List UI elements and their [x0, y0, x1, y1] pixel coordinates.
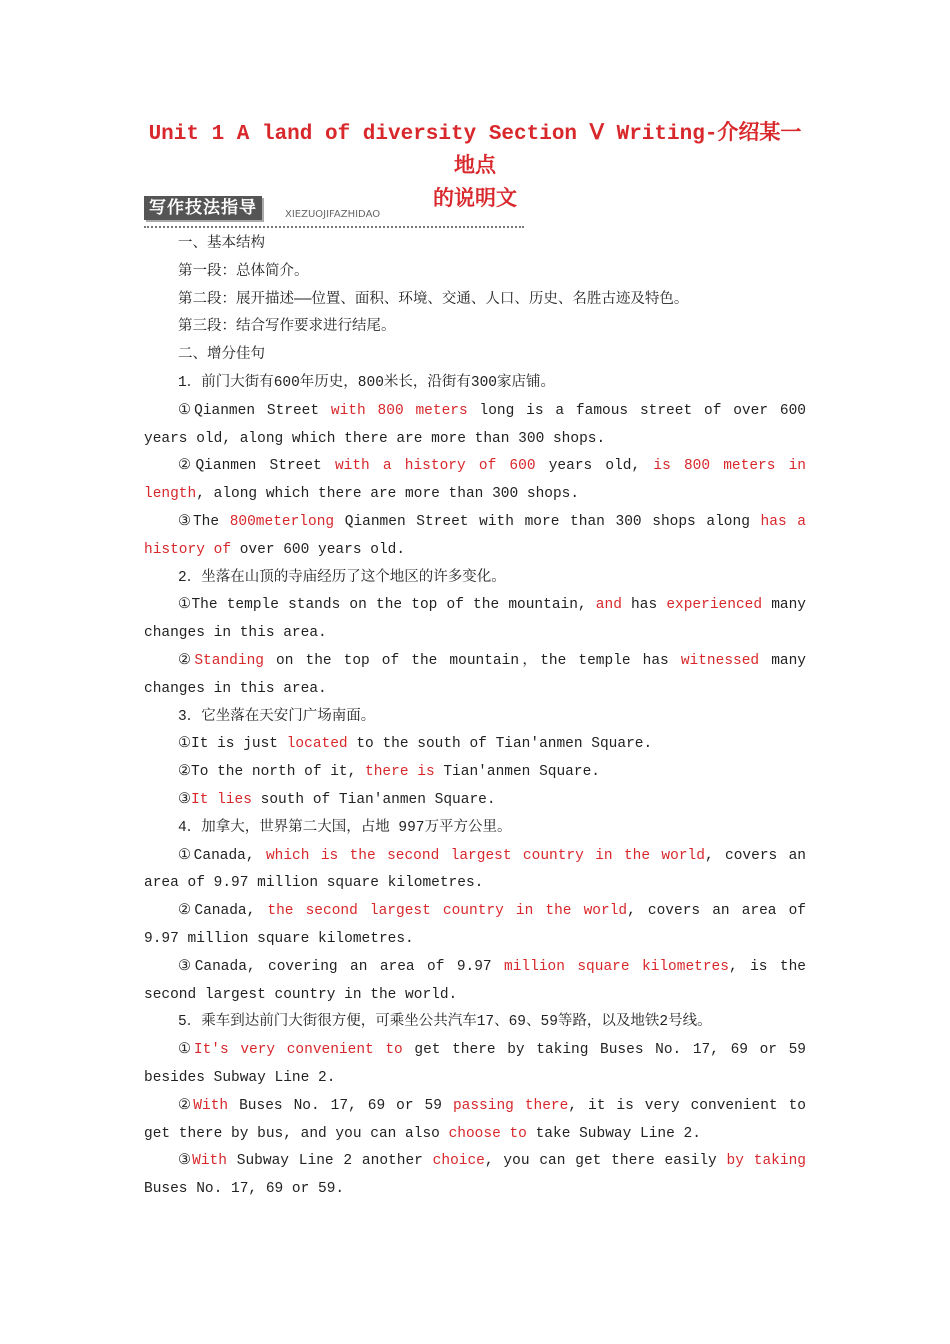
- document-body: [144, 231, 806, 1204]
- highlighted-phrase: is 800 meters in length: [144, 458, 807, 503]
- plain-text: years old,: [535, 458, 654, 475]
- example-sentence: [144, 843, 806, 899]
- title-line-1: Unit 1 A land of diversity Section Ⅴ Writing-介绍某一地点: [148, 123, 802, 179]
- plain-text: ②: [178, 1097, 194, 1114]
- plain-text: ①The temple stands on the top of the mountain,: [178, 597, 596, 614]
- plain-text: many changes in this area.: [144, 597, 807, 642]
- plain-text: ③Canada, covering an area of 9.97: [178, 958, 505, 975]
- banner-subtitle: XIEZUOJIFAZHIDAO: [285, 209, 381, 220]
- highlighted-phrase: there is: [365, 764, 435, 781]
- example-sentence: [144, 1148, 806, 1204]
- group-prompt: 3．它坐落在天安门广场南面。: [178, 708, 376, 725]
- example-sentence: [144, 898, 806, 954]
- plain-text: ①Qianmen Street: [178, 402, 331, 419]
- group-prompt: 2．坐落在山顶的寺庙经历了这个地区的许多变化。: [178, 569, 506, 586]
- highlighted-phrase: with 800 meters: [330, 402, 468, 419]
- plain-text: to the south of Tian'anmen Square.: [347, 736, 653, 753]
- structure-heading: 一、基本结构: [178, 236, 265, 252]
- plain-text: Buses No. 17, 69 or 59: [228, 1097, 453, 1114]
- plain-text: , it is very convenient to get there by bus, and you can also: [144, 1097, 806, 1142]
- plain-text: ③: [178, 791, 191, 808]
- example-sentence: [144, 398, 806, 454]
- plain-text: , is the second largest country in the world.: [144, 958, 806, 1003]
- highlighted-phrase: by taking: [726, 1153, 806, 1170]
- plain-text: many changes in this area.: [144, 652, 806, 697]
- structure-para-2: 第二段：展开描述——位置、面积、环境、交通、人口、历史、名胜古迹及特色。: [178, 291, 689, 308]
- example-sentence: [144, 731, 806, 759]
- plain-text: ②Canada,: [178, 903, 268, 920]
- plain-text: has: [621, 597, 667, 614]
- sentence-groups: [144, 370, 806, 1204]
- plain-text: ②Qianmen Street: [178, 458, 335, 475]
- title-line-2: 的说明文: [433, 189, 517, 212]
- plain-text: ①: [178, 1042, 194, 1059]
- structure-para-1: 第一段：总体简介。: [178, 263, 309, 280]
- example-sentence: [144, 954, 806, 1010]
- highlighted-phrase: located: [286, 736, 348, 753]
- plain-text: , covers an area of 9.97 million square kilometres.: [144, 847, 806, 892]
- highlighted-phrase: Standing: [194, 652, 264, 669]
- section-banner: [144, 196, 524, 228]
- plain-text: Subway Line 2 another: [226, 1153, 433, 1170]
- highlighted-phrase: With: [192, 1153, 227, 1170]
- group-prompt: 5．乘车到达前门大街很方便，可乘坐公共汽车17、69、59等路，以及地铁2号线。: [178, 1014, 712, 1031]
- example-sentence: [144, 592, 806, 648]
- plain-text: Buses No. 17, 69 or 59.: [144, 1181, 345, 1198]
- plain-text: get there by taking Buses No. 17, 69 or 59 besides Subway Line 2.: [144, 1042, 806, 1086]
- example-sentence: [144, 453, 806, 509]
- example-sentence: [144, 1093, 806, 1149]
- highlighted-phrase: has a history of: [144, 513, 806, 558]
- plain-text: Qianmen Street with more than 300 shops along: [334, 513, 761, 530]
- highlighted-phrase: million square kilometres: [504, 958, 729, 975]
- highlighted-phrase: witnessed: [680, 652, 760, 669]
- highlighted-phrase: With: [193, 1097, 229, 1114]
- plain-text: ①It is just: [178, 736, 287, 753]
- example-sentence: [144, 509, 806, 565]
- example-sentence: [144, 787, 806, 815]
- highlighted-phrase: 800meterlong: [229, 513, 335, 530]
- example-sentence: [144, 759, 806, 787]
- banner-label: 写作技法指导: [144, 196, 262, 220]
- highlighted-phrase: choice: [432, 1153, 485, 1170]
- highlighted-phrase: passing there: [452, 1097, 569, 1114]
- highlighted-phrase: and: [595, 597, 622, 614]
- plain-text: ②: [178, 652, 195, 669]
- group-prompt: 4．加拿大，世界第二大国，占地 997万平方公里。: [178, 819, 512, 836]
- highlighted-phrase: with a history of 600: [334, 458, 536, 475]
- highlighted-phrase: It lies: [191, 791, 252, 808]
- highlighted-phrase: choose to: [448, 1125, 527, 1142]
- plain-text: on the top of the mountain，the temple has: [263, 652, 681, 669]
- highlighted-phrase: It's very convenient to: [193, 1042, 403, 1059]
- sentences-heading: 二、增分佳句: [178, 347, 265, 364]
- plain-text: Tian'anmen Square.: [434, 764, 600, 781]
- plain-text: , along which there are more than 300 shops.: [196, 486, 580, 503]
- plain-text: over 600 years old.: [231, 541, 406, 558]
- example-sentence: [144, 648, 806, 704]
- plain-text: ①Canada,: [178, 847, 266, 864]
- highlighted-phrase: experienced: [666, 597, 763, 614]
- plain-text: ③: [178, 1153, 193, 1170]
- plain-text: ③The: [178, 513, 230, 530]
- plain-text: take Subway Line 2.: [526, 1125, 701, 1142]
- plain-text: long is a famous street of over 600 years old, along which there are more than 300 shops.: [144, 402, 806, 447]
- group-prompt: 1．前门大街有600年历史，800米长，沿街有300家店铺。: [178, 374, 556, 391]
- plain-text: ②To the north of it,: [178, 764, 366, 781]
- highlighted-phrase: the second largest country in the world: [267, 903, 628, 920]
- plain-text: , you can get there easily: [484, 1153, 727, 1170]
- highlighted-phrase: which is the second largest country in the world: [265, 847, 705, 864]
- plain-text: , covers an area of 9.97 million square kilometres.: [144, 903, 806, 947]
- structure-para-3: 第三段：结合写作要求进行结尾。: [178, 319, 396, 336]
- example-sentence: [144, 1037, 806, 1093]
- plain-text: south of Tian'anmen Square.: [251, 791, 496, 808]
